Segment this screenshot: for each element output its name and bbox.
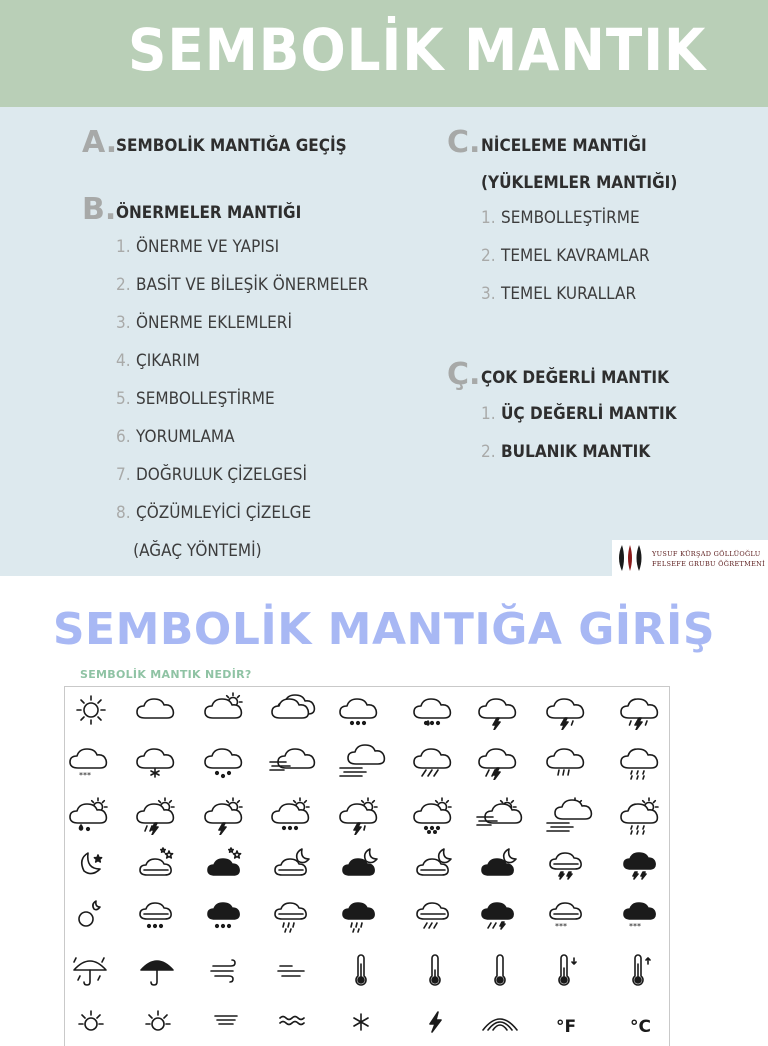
thermometer-low-icon <box>475 950 525 990</box>
svg-text:°C: °C <box>630 1017 651 1037</box>
cloud-hail-icon <box>201 740 251 780</box>
thermometer-icon <box>336 950 386 990</box>
list-item: 4. ÇIKARIM <box>116 351 200 371</box>
celsius-icon <box>617 1002 667 1042</box>
moon-cloud-outline-icon <box>410 845 460 885</box>
list-item: 1. ÜÇ DEĞERLİ MANTIK <box>481 404 677 424</box>
svg-text:***: *** <box>629 922 641 931</box>
sun-cloud-fog-icon <box>543 795 593 835</box>
list-item: 2. BASİT VE BİLEŞİK ÖNERMELER <box>116 275 369 295</box>
moon-stars-icon <box>66 845 116 885</box>
cloud-fog-icon <box>336 740 386 780</box>
umbrella-rain-icon <box>66 950 116 990</box>
list-item: 1. ÖNERME VE YAPISI <box>116 237 280 257</box>
section-title: NİCELEME MANTIĞI <box>481 136 647 156</box>
cloud-dark-snow-icon <box>617 895 667 935</box>
sun-cloud-wind-icon <box>475 795 525 835</box>
fahrenheit-icon <box>543 1002 593 1042</box>
wind-icon <box>201 950 251 990</box>
cloud-dark-rain-lightning-icon <box>475 895 525 935</box>
svg-text:***: *** <box>555 922 567 931</box>
subheading: SEMBOLİK MANTIK NEDİR? <box>80 668 252 681</box>
sun-partial-alt-icon <box>133 1002 183 1042</box>
section-b-list <box>116 237 396 576</box>
moon-cloud-icon <box>268 845 318 885</box>
sun-cloud-lightning-icon <box>133 795 183 835</box>
cloud-sleet-icon <box>617 740 667 780</box>
section-letter: C. <box>447 125 481 160</box>
sun-cloud-drizzle-icon <box>268 795 318 835</box>
moon-sun-icon <box>66 895 116 935</box>
cloud-lightning-icon <box>475 690 525 730</box>
section-cc-list <box>481 404 698 480</box>
umbrella-icon <box>133 950 183 990</box>
cloud-rain-slant-icon <box>410 740 460 780</box>
cloud-drizzle-dark-icon <box>133 895 183 935</box>
cloud-dark-drizzle-icon <box>201 895 251 935</box>
logo-line2: FELSEFE GRUBU ÖĞRETMENİ <box>652 560 766 568</box>
page-heading: SEMBOLİK MANTIĞA GİRİŞ <box>52 604 716 655</box>
moon-cloud-filled-icon <box>475 845 525 885</box>
logo-line1: YUSUF KÜRŞAD GÖLLÜOĞLU <box>652 550 761 558</box>
cloud-rain-lightning-icon <box>475 740 525 780</box>
waves-icon <box>268 1002 318 1042</box>
cloud-snowflake-icon <box>133 740 183 780</box>
thermometer-mid-icon <box>410 950 460 990</box>
cloud-outline-thunder-icon <box>543 845 593 885</box>
cloud-dark-rain-heavy-icon <box>336 895 386 935</box>
lightning-icon <box>410 1002 460 1042</box>
section-letter: B. <box>82 192 117 227</box>
author-logo <box>612 540 768 576</box>
snowflake-icon <box>336 1002 386 1042</box>
partly-cloudy-icon <box>201 690 251 730</box>
cloud-storm-heavy-icon <box>617 690 667 730</box>
fog-icon <box>268 950 318 990</box>
section-title: ÇOK DEĞERLİ MANTIK <box>481 368 669 388</box>
list-item: 6. YORUMLAMA <box>116 427 235 447</box>
list-item: 3. ÖNERME EKLEMLERİ <box>116 313 292 333</box>
logo-mark-icon <box>614 543 648 573</box>
title-banner <box>0 0 768 107</box>
section-title-line2: (YÜKLEMLER MANTIĞI) <box>481 173 678 193</box>
thermometer-down-icon <box>543 950 593 990</box>
sun-partial-icon <box>66 1002 116 1042</box>
cloud-rain-icon <box>410 690 460 730</box>
svg-text:°F: °F <box>556 1017 577 1037</box>
list-item: 8. ÇÖZÜMLEYİCİ ÇİZELGE <box>116 503 312 523</box>
cloud-icon <box>133 690 183 730</box>
moon-cloud-dark-icon <box>336 845 386 885</box>
section-title: SEMBOLİK MANTIĞA GEÇİŞ <box>116 136 347 156</box>
list-item-continuation: (AĞAÇ YÖNTEMİ) <box>133 541 262 561</box>
sun-cloud-hail-icon <box>410 795 460 835</box>
cloud-dark-rain-slant-icon <box>410 895 460 935</box>
rainbow-icon <box>475 1002 525 1042</box>
cloud-dark-thunder-icon <box>617 845 667 885</box>
cloud-snow-icon <box>66 740 116 780</box>
cloud-dark-stars-icon <box>201 845 251 885</box>
sun-cloud-thunder-icon <box>336 795 386 835</box>
cloud-storm-icon <box>543 690 593 730</box>
tornado-icon <box>201 1002 251 1042</box>
cloud-wind-icon <box>268 740 318 780</box>
list-item: 1. SEMBOLLEŞTİRME <box>481 208 640 228</box>
cloud-outline-snow-icon <box>543 895 593 935</box>
section-title: ÖNERMELER MANTIĞI <box>116 203 302 223</box>
cloud-double-icon <box>268 690 318 730</box>
list-item: 5. SEMBOLLEŞTİRME <box>116 389 275 409</box>
list-item: 2. BULANIK MANTIK <box>481 442 651 462</box>
section-letter: Ç. <box>447 357 481 392</box>
section-c-list <box>481 208 668 322</box>
sun-cloud-storm-icon <box>201 795 251 835</box>
svg-text:***: *** <box>79 771 91 780</box>
cloud-dark-rain-icon <box>268 895 318 935</box>
sun-cloud-sleet-icon <box>617 795 667 835</box>
thermometer-up-icon <box>617 950 667 990</box>
list-item: 3. TEMEL KURALLAR <box>481 284 637 304</box>
slide-title: SEMBOLİK MANTIK <box>128 16 707 84</box>
list-item: 7. DOĞRULUK ÇİZELGESİ <box>116 465 307 485</box>
cloud-stars-icon <box>133 845 183 885</box>
cloud-drizzle-icon <box>336 690 386 730</box>
section-letter: A. <box>82 125 118 160</box>
sun-icon <box>66 690 116 730</box>
sun-cloud-rain-icon <box>66 795 116 835</box>
cloud-rain-heavy-icon <box>543 740 593 780</box>
list-item: 2. TEMEL KAVRAMLAR <box>481 246 650 266</box>
